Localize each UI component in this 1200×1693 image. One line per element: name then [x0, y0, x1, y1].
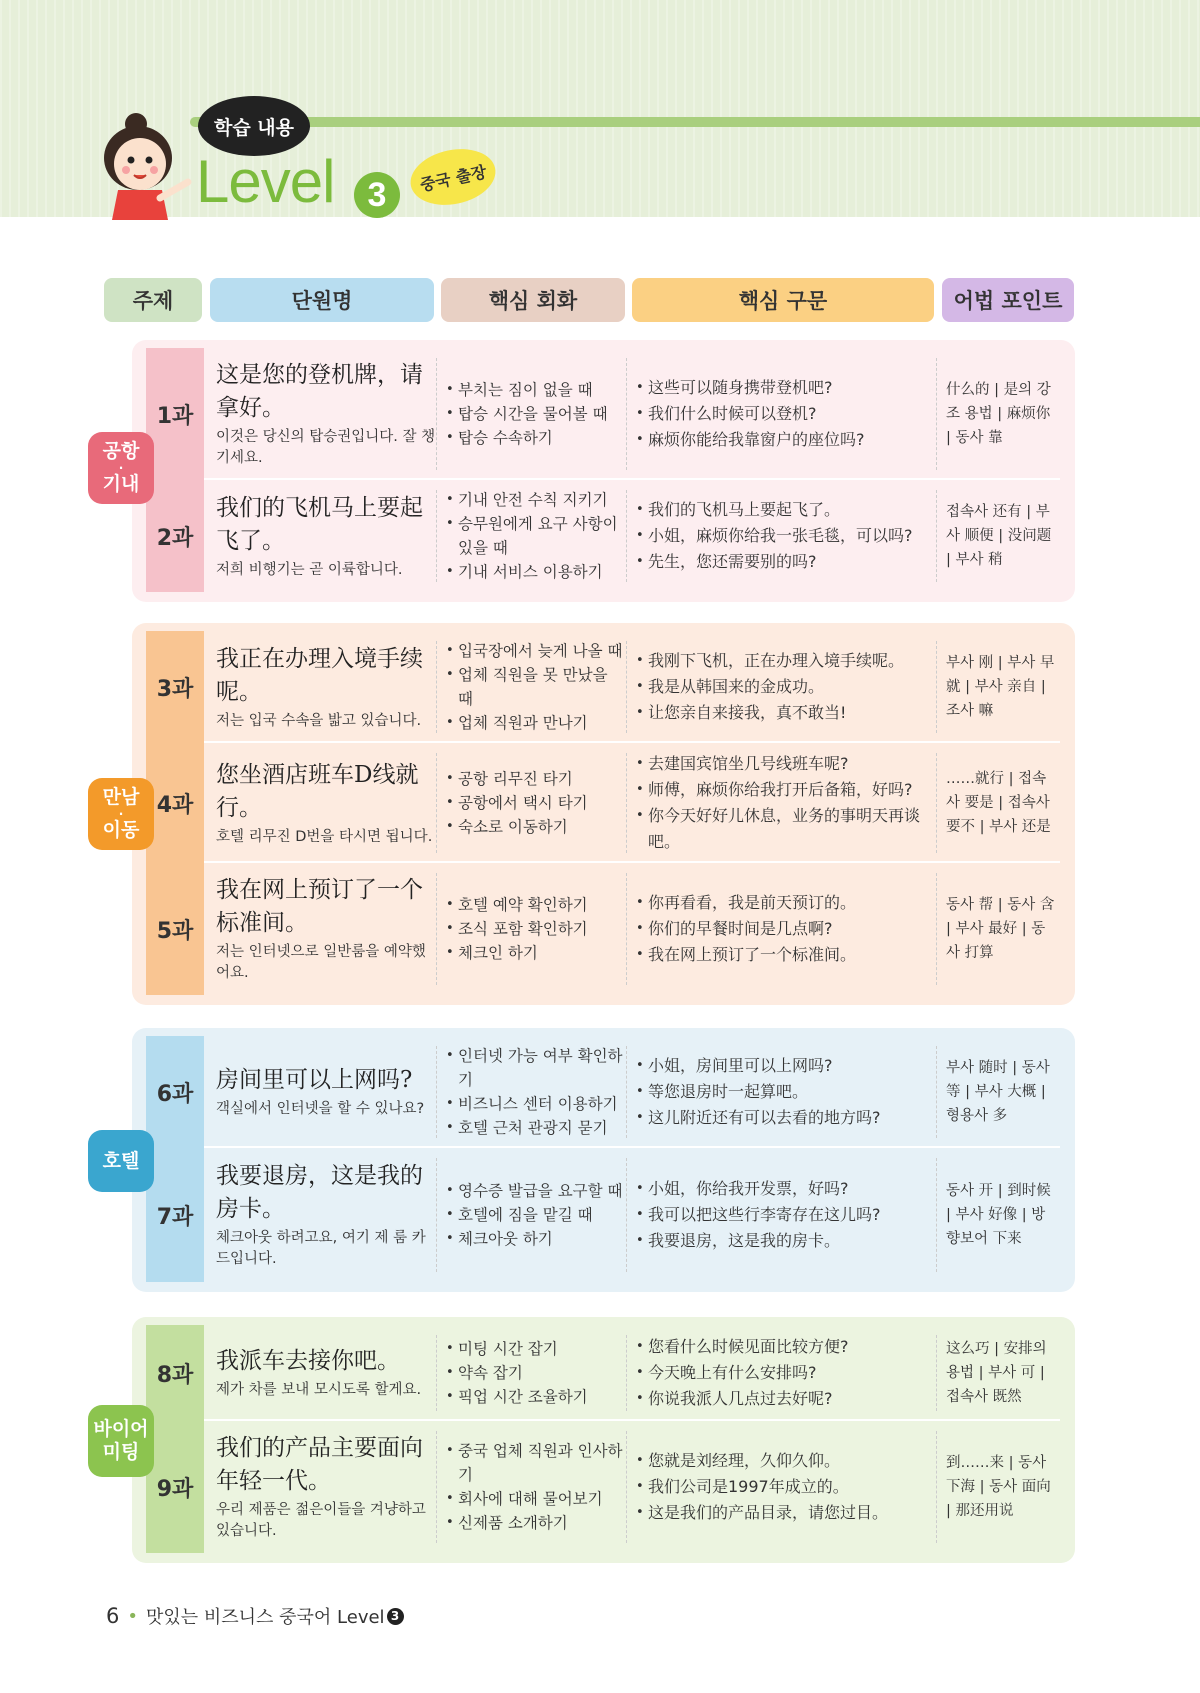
dialog-item: • 부치는 짐이 없을 때	[446, 378, 626, 402]
grammar-points: 到……来 | 동사 下海 | 동사 面向 | 那还用说	[946, 1455, 1051, 1519]
dialog-item: • 체크아웃 하기	[446, 1227, 626, 1251]
unit-title-ko: 제가 차를 보내 모시도록 할게요.	[216, 1382, 422, 1398]
phrase-item: • 小姐，麻烦你给我一张毛毯，可以吗?	[636, 523, 936, 549]
phrase-item: • 我们什么时候可以登机?	[636, 401, 936, 427]
unit-title-ko: 객실에서 인터넷을 할 수 있나요?	[216, 1101, 425, 1117]
lesson-number: 3과	[156, 676, 194, 702]
dialog-item: • 업체 직원과 만나기	[446, 711, 626, 735]
header-dialog: 핵심 회화	[441, 278, 625, 322]
phrase-item: • 你说我派人几点过去好呢?	[636, 1386, 936, 1412]
category-badge-meeting	[88, 778, 154, 850]
dialog-item: • 픽업 시간 조율하기	[446, 1385, 626, 1409]
category-label: 미팅	[102, 1441, 140, 1463]
dialog-item: • 호텔 근처 관광지 묻기	[446, 1116, 626, 1140]
unit-title-ko: 호텔 리무진 D번을 타시면 됩니다.	[216, 828, 433, 845]
grammar-points: 什么的 | 是의 강조 용법 | 麻烦你 | 동사 靠	[946, 382, 1051, 446]
grammar-points: 这么巧 | 安排의 용법 | 부사 可 | 접속사 既然	[946, 1341, 1047, 1405]
dialog-item: • 숙소로 이동하기	[446, 815, 626, 839]
unit-title-zh: 我们的飞机马上要起飞了。	[216, 494, 423, 554]
book-title: 맛있는 비즈니스 중국어 Level	[146, 1607, 385, 1628]
phrase-item: • 你今天好好儿休息，业务的事明天再谈吧。	[636, 803, 936, 855]
category-label: 이동	[102, 819, 140, 841]
category-label: 만남	[102, 786, 140, 808]
dialog-item: • 미팅 시간 잡기	[446, 1337, 626, 1361]
level-number-badge: 3	[354, 172, 400, 218]
phrase-item: • 今天晚上有什么安排吗?	[636, 1360, 936, 1386]
page-footer	[106, 1603, 404, 1629]
unit-title-ko: 이것은 당신의 탑승권입니다. 잘 챙기세요.	[216, 429, 436, 466]
phrase-item: • 我们公司是1997年成立的。	[636, 1474, 936, 1500]
category-badge-hotel	[88, 1130, 154, 1192]
header-unit: 단원명	[210, 278, 434, 322]
dialog-item: • 약속 잡기	[446, 1361, 626, 1385]
footer-bullet: •	[127, 1605, 138, 1627]
phrase-item: • 让您亲自来接我，真不敢当!	[636, 700, 936, 726]
lesson-number: 1과	[156, 403, 194, 429]
lesson-number: 5과	[156, 918, 194, 944]
dialog-item: • 탑승 수속하기	[446, 426, 626, 450]
banner-line	[190, 117, 1200, 127]
category-label: 호텔	[102, 1149, 140, 1172]
lesson-row-8	[146, 1325, 1060, 1421]
category-label: 기내	[102, 473, 140, 495]
category-label: 공항	[102, 440, 140, 462]
unit-title-ko: 저는 입국 수속을 밟고 있습니다.	[216, 712, 422, 729]
phrase-item: • 先生，您还需要别的吗?	[636, 549, 936, 575]
category-label: 바이어	[93, 1418, 149, 1440]
lesson-row-2	[146, 480, 1060, 592]
dialog-item: • 탑승 시간을 물어볼 때	[446, 402, 626, 426]
phrase-item: • 去建国宾馆坐几号线班车呢?	[636, 751, 936, 777]
grammar-points: 부사 刚 | 부사 早就 | 부사 亲自 | 조사 嘛	[946, 655, 1055, 719]
unit-title-zh: 我正在办理入境手续呢。	[216, 645, 423, 705]
study-content-bubble: 학습 내용	[198, 96, 310, 156]
lesson-number: 6과	[156, 1081, 194, 1107]
page-number: 6	[106, 1604, 120, 1628]
dialog-item: • 신제품 소개하기	[446, 1511, 626, 1535]
phrase-item: • 您看什么时候见面比较方便?	[636, 1334, 936, 1360]
unit-title-zh: 我们的产品主要面向年轻一代。	[216, 1435, 423, 1494]
dialog-item: • 업체 직원을 못 만났을 때	[446, 663, 626, 711]
lesson-row-4	[146, 743, 1060, 863]
grammar-points: 동사 开 | 到时候 | 부사 好像 | 방향보어 下来	[946, 1183, 1051, 1247]
dialog-item: • 공항 리무진 타기	[446, 767, 626, 791]
phrase-item: • 我要退房，这是我的房卡。	[636, 1228, 936, 1254]
grammar-points: 부사 随时 | 동사 等 | 부사 大概 | 형용사 多	[946, 1060, 1050, 1124]
dialog-item: • 조식 포함 확인하기	[446, 917, 626, 941]
unit-title-ko: 저는 인터넷으로 일반룸을 예약했어요.	[216, 944, 426, 981]
unit-title-zh: 这是您的登机牌，请拿好。	[216, 362, 423, 421]
category-badge-buyer	[88, 1405, 154, 1477]
category-badge-airport	[88, 432, 154, 504]
category-dot: ·	[118, 807, 124, 821]
phrase-item: • 你们的早餐时间是几点啊?	[636, 916, 936, 942]
lesson-number: 4과	[156, 792, 194, 818]
dialog-item: • 비즈니스 센터 이용하기	[446, 1092, 626, 1116]
dialog-item: • 회사에 대해 물어보기	[446, 1487, 626, 1511]
phrase-item: • 您就是刘经理，久仰久仰。	[636, 1448, 936, 1474]
dialog-item: • 영수증 발급을 요구할 때	[446, 1179, 626, 1203]
unit-title-zh: 我派车去接你吧。	[216, 1348, 400, 1374]
grammar-points: 동사 帮 | 동사 含 | 부사 最好 | 동사 打算	[946, 897, 1055, 961]
phrase-item: • 小姐，房间里可以上网吗?	[636, 1053, 936, 1079]
unit-title-zh: 房间里可以上网吗?	[216, 1067, 413, 1093]
unit-title-zh: 我要退房，这是我的房卡。	[216, 1163, 423, 1222]
phrase-item: • 我们的飞机马上要起飞了。	[636, 497, 936, 523]
dialog-item: • 인터넷 가능 여부 확인하기	[446, 1044, 626, 1092]
phrase-item: • 这儿附近还有可以去看的地方吗?	[636, 1105, 936, 1131]
level-title: Level	[196, 148, 335, 215]
phrase-item: • 我是从韩国来的金成功。	[636, 674, 936, 700]
unit-title-ko: 저희 비행기는 곧 이륙합니다.	[216, 561, 403, 578]
dialog-item: • 체크인 하기	[446, 941, 626, 965]
phrase-item: • 我可以把这些行李寄存在这儿吗?	[636, 1202, 936, 1228]
phrase-item: • 你再看看，我是前天预订的。	[636, 890, 936, 916]
unit-title-ko: 우리 제품은 젊은이들을 겨냥하고 있습니다.	[216, 1502, 426, 1539]
phrase-item: • 这是我们的产品目录，请您过目。	[636, 1500, 936, 1526]
dialog-item: • 승무원에게 요구 사항이 있을 때	[446, 512, 626, 560]
phrase-item: • 我在网上预订了一个标准间。	[636, 942, 936, 968]
lesson-number: 2과	[156, 525, 194, 551]
phrase-item: • 小姐，你给我开发票，好吗?	[636, 1176, 936, 1202]
grammar-points: ……就行 | 접속사 要是 | 접속사 要不 | 부사 还是	[946, 771, 1051, 835]
unit-title-zh: 您坐酒店班车D线就行。	[216, 761, 419, 821]
dialog-item: • 호텔에 짐을 맡길 때	[446, 1203, 626, 1227]
unit-title-ko: 체크아웃 하려고요, 여기 제 룸 카드입니다.	[216, 1230, 426, 1267]
phrase-item: • 我刚下飞机，正在办理入境手续呢。	[636, 648, 936, 674]
dialog-item: • 기내 서비스 이용하기	[446, 560, 626, 584]
lesson-number: 7과	[156, 1204, 194, 1230]
header-topic: 주제	[104, 278, 202, 322]
dialog-item: • 입국장에서 늦게 나올 때	[446, 639, 626, 663]
grammar-points: 접속사 还有 | 부사 顺便 | 没问题 | 부사 稍	[946, 504, 1052, 568]
phrase-item: • 麻烦你能给我靠窗户的座位吗?	[636, 427, 936, 453]
header-grammar: 어법 포인트	[942, 278, 1074, 322]
category-dot: ·	[118, 461, 124, 475]
theme-bubble: 중국 출장	[405, 142, 500, 213]
dialog-item: • 호텔 예약 확인하기	[446, 893, 626, 917]
footer-level-badge: 3	[387, 1608, 404, 1625]
lesson-number: 9과	[156, 1476, 194, 1502]
dialog-item: • 기내 안전 수칙 지키기	[446, 488, 626, 512]
dialog-item: • 중국 업체 직원과 인사하기	[446, 1439, 626, 1487]
lesson-row-9	[146, 1421, 1060, 1553]
lesson-row-5	[146, 863, 1060, 995]
lesson-row-1	[146, 348, 1060, 480]
lesson-number: 8과	[156, 1362, 194, 1388]
header-phrases: 핵심 구문	[632, 278, 934, 322]
unit-title-zh: 我在网上预订了一个标准间。	[216, 877, 423, 936]
phrase-item: • 这些可以随身携带登机吧?	[636, 375, 936, 401]
phrase-item: • 等您退房时一起算吧。	[636, 1079, 936, 1105]
mascot-illustration	[96, 110, 192, 220]
lesson-row-3	[146, 631, 1060, 743]
dialog-item: • 공항에서 택시 타기	[446, 791, 626, 815]
phrase-item: • 师傅，麻烦你给我打开后备箱，好吗?	[636, 777, 936, 803]
lesson-row-6	[146, 1036, 1060, 1148]
lesson-row-7	[146, 1148, 1060, 1282]
